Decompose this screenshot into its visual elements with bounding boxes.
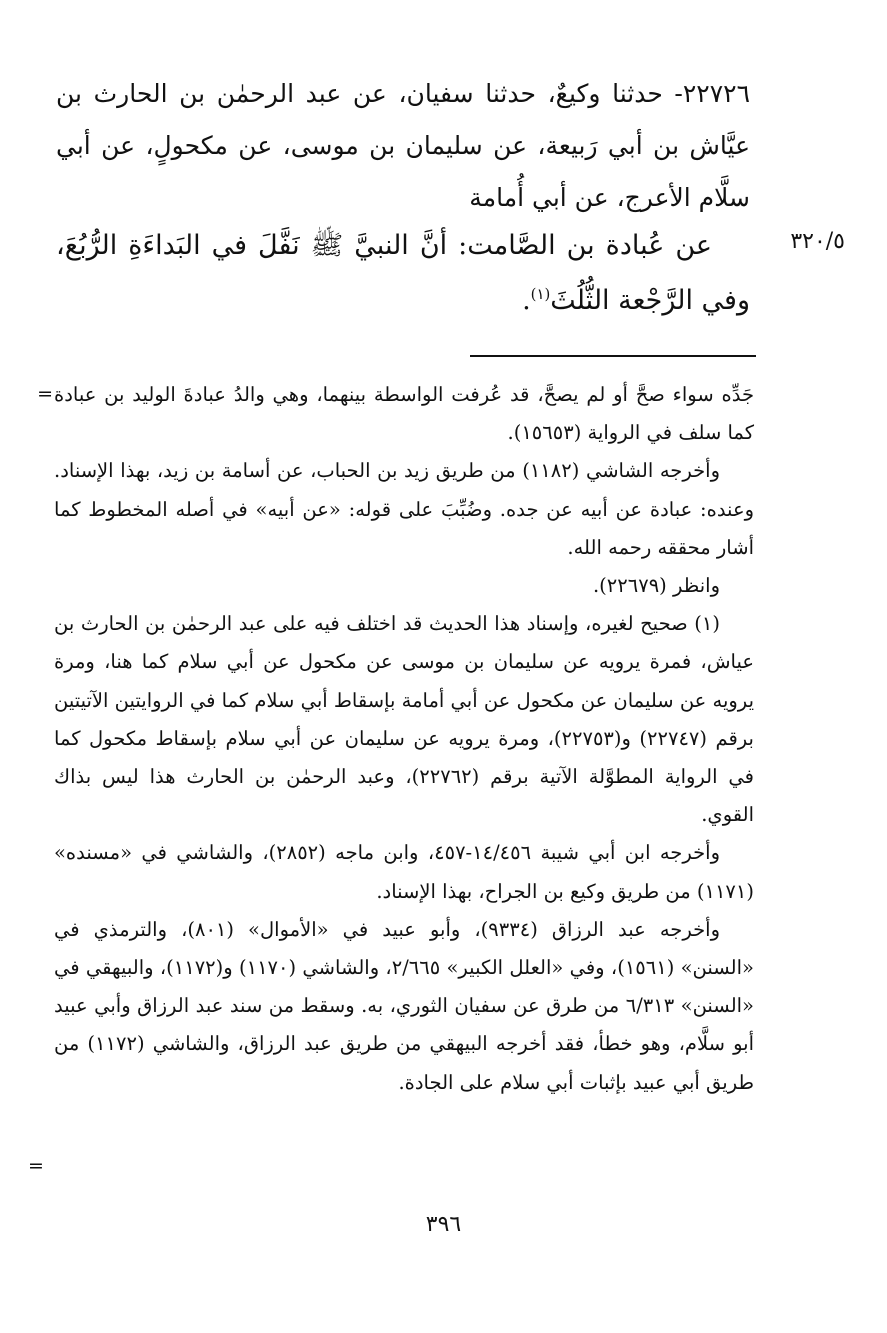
footnote-paragraph: وأخرجه ابن أبي شيبة ١٤/٤٥٦-٤٥٧، وابن ماجه (٢٨٥٢)، والشاشي في «مسنده» (١١٧١) من طريق وكيع بن الجراح، بهذا الإسناد.: [54, 841, 754, 903]
side-reference: ٣٢٠/٥: [790, 229, 845, 254]
footnote-paragraph: وأخرجه الشاشي (١١٨٢) من طريق زيد بن الحباب، عن أسامة بن زيد، بهذا الإسناد. وعنده: عبادة عن أبيه عن جده. وضُبِّبَ على قوله: «عن أبيه» في أصله المخطوط كما أشار محققه رحمه الله.: [54, 459, 754, 559]
hadith-body: [56, 218, 750, 328]
footnote-paragraph: وانظر (٢٢٦٧٩).: [592, 574, 720, 598]
hadith-end-mark: .: [522, 285, 531, 316]
footnote-paragraph: جَدِّه سواء صحَّ أو لم يصحَّ، قد عُرفت الواسطة بينهما، وهي والدُ عبادةَ الوليد بن عبادة كما سلف في الرواية (١٥٦٥٣).: [54, 383, 754, 445]
footnote-paragraph: (١) صحيح لغيره، وإسناد هذا الحديث قد اختلف فيه على عبد الرحمٰن بن الحارث بن عياش، فمرة يرويه عن سليمان بن موسى عن مكحول عن أبي سلام كما هنا، ومرة يرويه عن سليمان عن مكحول عن أبي أمامة بإسقاط أبي سلام كما في الروايتين الآتيتين برقم (٢٢٧٤٧) و(٢٢٧٥٣)، ومرة يرويه عن سليمان عن أبي سلام بإسقاط مكحول كما في الرواية المطوَّلة الآتية برقم (٢٢٧٦٢)، وعبد الرحمٰن بن الحارث هذا ليس بذاك القوي.: [54, 612, 754, 827]
continuation-mark-start: =: [37, 383, 53, 405]
hadith-text: عن عُبادة بن الصَّامت: أنَّ النبيَّ ﷺ نَفَّلَ في البَداءَةِ الرُّبُعَ، وفي الرَّجْعة الثُّلُثَ: [56, 230, 750, 316]
footnote-marker: (١): [530, 285, 551, 303]
footnote-paragraph: وأخرجه عبد الرزاق (٩٣٣٤)، وأبو عبيد في «الأموال» (٨٠١)، والترمذي في «السنن» (١٥٦١)، وفي «العلل الكبير» ٢/٦٦٥، والشاشي (١١٧٠) و(١١٧٢)، والبيهقي في «السنن» ٦/٣١٣ من طرق عن سفيان الثوري، به. وسقط من سند عبد الرزاق وأبي عبيد أبو سلَّام، وهو خطأ، فقد أخرجه البيهقي من طريق عبد الرزاق، والشاشي (١١٧٢) من طريق أبي عبيد بإثبات أبي سلام على الجادة.: [54, 917, 754, 1094]
chain-paragraph: ٢٢٧٢٦- حدثنا وكيعٌ، حدثنا سفيان، عن عبد الرحمٰن بن الحارث بن عيَّاش بن أبي رَبيعة، عن سليمان بن موسى، عن مكحولٍ، عن أبي سلَّام الأعرج، عن أبي أُمامة: [56, 79, 750, 212]
footnote-divider: [470, 355, 756, 357]
hadith-chain: [56, 68, 750, 224]
page-number: ٣٩٦: [425, 1212, 462, 1237]
hadith-paragraph: [56, 218, 750, 328]
footnotes: [54, 376, 754, 1102]
continuation-mark-end: =: [28, 1155, 44, 1177]
